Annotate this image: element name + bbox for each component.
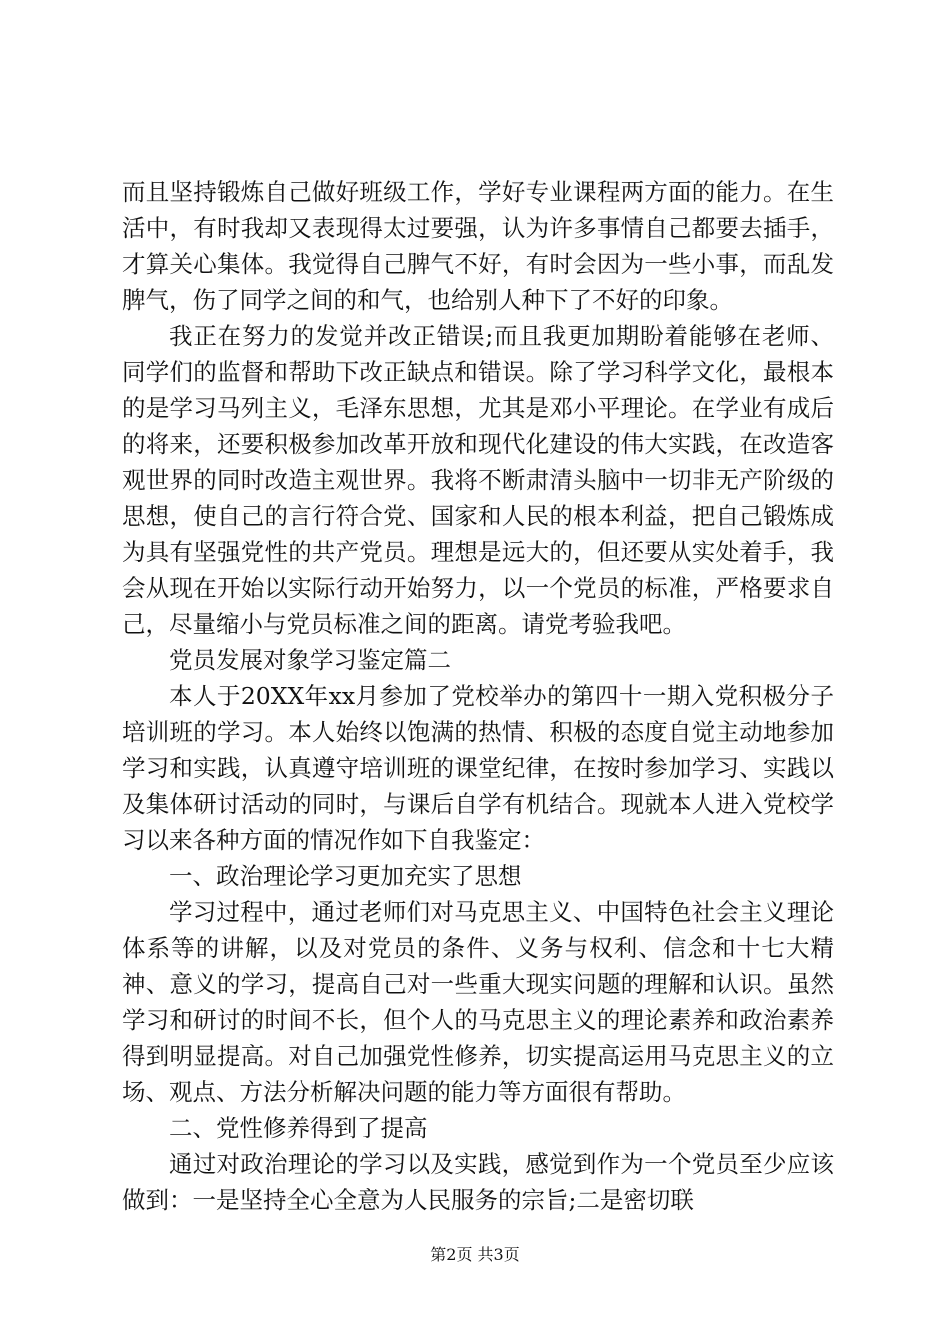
paragraph-2: 我正在努力的发觉并改正错误;而且我更加期盼着能够在老师、同学们的监督和帮助下改正缺点和错误。除了学习科学文化，最根本的是学习马列主义，毛泽东思想，尤其是邓小平理论。在学业有成后的将来，还要积极参加改革开放和现代化建设的伟大实践，在改造客观世界的同时改造主观世界。我将不断肃清头脑中一切非无产阶级的思想，使自己的言行符合党、国家和人民的根本利益，把自己锻炼成为具有坚强党性的共产党员。理想是远大的，但还要从实处着手，我会从现在开始以实际行动开始努力，以一个党员的标准，严格要求自己，尽量缩小与党员标准之间的距离。请党考验我吧。 (122, 322, 834, 638)
heading-2: 二、党性修养得到了提高 (169, 1114, 428, 1142)
paragraph-1: 而且坚持锻炼自己做好班级工作，学好专业课程两方面的能力。在生活中，有时我却又表现得太过要强，认为许多事情自己都要去插手，才算关心集体。我觉得自己脾气不好，有时会因为一些小事，而乱发脾气，伤了同学之间的和气，也给别人种下了不好的印象。 (122, 178, 834, 314)
heading-1: 一、政治理论学习更加充实了思想 (169, 862, 522, 890)
section-title: 党员发展对象学习鉴定篇二 (169, 646, 451, 674)
page-number-footer: 第2页 共3页 (430, 1245, 520, 1264)
paragraph-3: 本人于20XX年xx月参加了党校举办的第四十一期入党积极分子培训班的学习。本人始终以饱满的热情、积极的态度自觉主动地参加学习和实践，认真遵守培训班的课堂纪律，在按时参加学习、实践以及集体研讨活动的同时，与课后自学有机结合。现就本人进入党校学习以来各种方面的情况作如下自我鉴定： (122, 682, 834, 854)
document-body (122, 174, 834, 1218)
paragraph-5: 通过对政治理论的学习以及实践，感觉到作为一个党员至少应该做到：一是坚持全心全意为人民服务的宗旨;二是密切联 (122, 1150, 834, 1214)
paragraph-4: 学习过程中，通过老师们对马克思主义、中国特色社会主义理论体系等的讲解，以及对党员的条件、义务与权利、信念和十七大精神、意义的学习，提高自己对一些重大现实问题的理解和认识。虽然学习和研讨的时间不长，但个人的马克思主义的理论素养和政治素养得到明显提高。对自己加强党性修养，切实提高运用马克思主义的立场、观点、方法分析解决问题的能力等方面很有帮助。 (122, 898, 834, 1106)
